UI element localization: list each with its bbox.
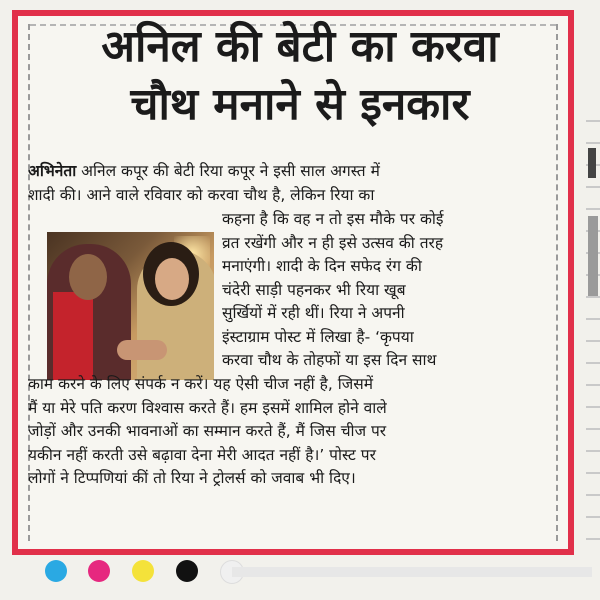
lead-word: अभिनेता <box>28 162 77 180</box>
hands <box>117 340 167 360</box>
yellow-registration-dot <box>132 560 154 582</box>
bride-face <box>155 258 189 300</box>
black-registration-dot <box>176 560 198 582</box>
groom-face <box>69 254 107 300</box>
headline-line-1: अनिल की बेटी का करवा <box>101 21 499 72</box>
article-line: चंदेरी साड़ी पहनकर भी रिया खूब <box>222 280 406 299</box>
article-continuation <box>28 373 536 491</box>
groom-shawl <box>53 292 93 380</box>
article-line: व्रत रखेंगी और न ही इसे उत्सव की तरह <box>222 233 444 252</box>
cyan-registration-dot <box>45 560 67 582</box>
article-line: मनाएंगी। शादी के दिन सफेद रंग की <box>222 257 422 275</box>
article-line <box>28 160 536 184</box>
wedding-couple-photo <box>47 232 214 380</box>
article-wrap-column <box>222 208 540 373</box>
headline <box>20 18 580 134</box>
headline-line-2: चौथ मनाने से इनकार <box>130 79 470 130</box>
article-line: कहना है कि वह न तो इस मौके पर कोई <box>222 210 444 228</box>
article-line: सुर्खियों में रही थीं। रिया ने अपनी <box>222 304 405 322</box>
adjacent-column-mark <box>588 216 598 296</box>
article-line-text: अनिल कपूर की बेटी रिया कपूर ने इसी साल अगस्त में <box>76 162 380 180</box>
article-line: इंस्टाग्राम पोस्ट में लिखा है- ‘कृपया <box>222 327 414 346</box>
article-line: शादी की। आने वाले रविवार को करवा चौथ है, लेकिन रिया का <box>28 185 375 204</box>
article-line: जोड़ों और उनकी भावनाओं का सम्मान करते हैं, मैं जिस चीज पर <box>28 422 387 440</box>
article-line: यकीन नहीं करती उसे बढ़ावा देना मेरी आदत नहीं है।’ पोस्ट पर <box>28 445 376 464</box>
article-line: करवा चौथ के तोहफों या इस दिन साथ <box>222 351 437 369</box>
adjacent-column-edge <box>586 120 600 540</box>
article-intro <box>28 160 536 207</box>
adjacent-column-mark <box>588 148 596 178</box>
bottom-margin-strip <box>232 567 592 577</box>
article-line: लोगों ने टिप्पणियां कीं तो रिया ने ट्रोलर्स को जवाब भी दिए। <box>28 469 356 487</box>
magenta-registration-dot <box>88 560 110 582</box>
article-line: काम करने के लिए संपर्क न करें। यह ऐसी चीज नहीं है, जिसमें <box>28 375 373 393</box>
article-line: मैं या मेरे पति करण विश्वास करते हैं। हम इसमें शामिल होने वाले <box>28 398 387 417</box>
